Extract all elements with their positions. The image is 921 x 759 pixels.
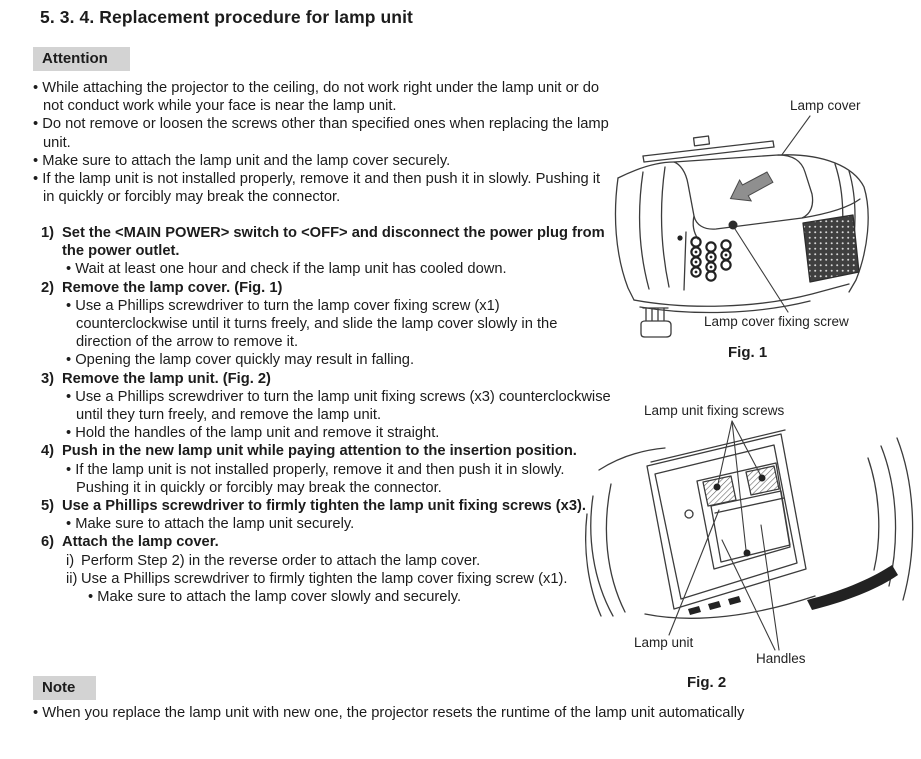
step-bullet: • Wait at least one hour and check if the lamp unit has cooled down. — [66, 260, 612, 278]
step-title: Use a Phillips screwdriver to firmly tighten the lamp unit fixing screws (x3). — [62, 498, 586, 515]
substep-number: ii) — [66, 570, 78, 587]
fig2-lamp-unit-illustration — [585, 418, 921, 658]
step-bullet: • Opening the lamp cover quickly may result in falling. — [66, 351, 612, 369]
substep-ii — [66, 570, 612, 588]
note-bullet-list — [33, 704, 915, 722]
lamp-unit-fixing-screws-label: Lamp unit fixing screws — [644, 403, 785, 418]
step-number: 1) — [41, 225, 55, 241]
substep-number: i) — [66, 552, 75, 569]
note-label: Note — [33, 676, 96, 700]
step-bullet: • Use a Phillips screwdriver to turn the lamp unit fixing screws (x3) counterclockwise until they turn freely, and remove the lamp unit. — [66, 388, 612, 424]
step-number: 5) — [41, 498, 55, 515]
step-title: Push in the new lamp unit while paying attention to the insertion position. — [62, 443, 577, 460]
handles-label: Handles — [756, 651, 806, 666]
substep-i — [66, 552, 612, 570]
step-bullet: • Hold the handles of the lamp unit and remove it straight. — [66, 424, 612, 442]
attention-bullet: • Make sure to attach the lamp unit and the lamp cover securely. — [33, 152, 610, 170]
note-bullet: • When you replace the lamp unit with new one, the projector resets the runtime of the lamp unit automatically — [33, 704, 915, 722]
figure-2 — [585, 398, 921, 700]
step-bullet: • If the lamp unit is not installed properly, remove it and then push it in slowly. Pushing it in quickly or forcibly may break the connector. — [66, 461, 612, 497]
attention-label: Attention — [33, 47, 130, 71]
step-6 — [41, 533, 612, 606]
step-1 — [41, 224, 612, 279]
attention-bullet: • While attaching the projector to the ceiling, do not work right under the lamp unit or do not conduct work while your face is near the lamp unit. — [33, 79, 610, 115]
step-title: Remove the lamp unit. (Fig. 2) — [62, 370, 271, 387]
step-number: 2) — [41, 279, 55, 296]
substep-bullet: • Make sure to attach the lamp cover slowly and securely. — [88, 588, 612, 606]
lamp-unit-label: Lamp unit — [634, 635, 694, 650]
procedure-steps — [41, 224, 612, 606]
step-5 — [41, 497, 612, 533]
lamp-cover-label: Lamp cover — [790, 98, 861, 113]
rear-rubber-strip — [807, 565, 898, 610]
attention-bullet: • Do not remove or loosen the screws other than specified ones when replacing the lamp unit. — [33, 115, 610, 151]
step-3 — [41, 370, 612, 443]
substep-text: Perform Step 2) in the reverse order to attach the lamp cover. — [81, 552, 481, 569]
step-title: Set the <MAIN POWER> switch to <OFF> and disconnect the power plug from the power outlet. — [62, 225, 605, 260]
step-bullet: • Use a Phillips screwdriver to turn the lamp cover fixing screw (x1) counterclockwise until it turns freely, and slide the lamp cover slowly in the direction of the arrow to remove it. — [66, 297, 612, 352]
attention-bullet: • If the lamp unit is not installed properly, remove it and then push it in slowly. Pushing it in quickly or forcibly may break the connector. — [33, 170, 610, 206]
fig2-caption: Fig. 2 — [687, 674, 727, 691]
fig1-caption: Fig. 1 — [728, 344, 768, 361]
step-number: 3) — [41, 370, 55, 387]
substep-text: Use a Phillips screwdriver to firmly tighten the lamp cover fixing screw (x1). — [81, 570, 568, 587]
exhaust-vent — [803, 215, 859, 282]
page-title: 5. 3. 4. Replacement procedure for lamp unit — [40, 7, 413, 27]
step-number: 4) — [41, 443, 55, 460]
step-number: 6) — [41, 534, 55, 551]
attention-bullet-list — [33, 79, 610, 206]
lamp-cover-fixing-screw-dot — [729, 221, 738, 230]
step-title: Attach the lamp cover. — [62, 534, 219, 551]
step-2 — [41, 279, 612, 370]
lamp-cover-fixing-screw-label: Lamp cover fixing screw — [704, 314, 849, 329]
control-button-panel — [691, 237, 730, 280]
fixing-screw-leader-line — [735, 229, 788, 312]
step-bullet: • Make sure to attach the lamp unit securely. — [66, 515, 612, 533]
step-4 — [41, 442, 612, 497]
figure-1 — [598, 92, 921, 392]
step-title: Remove the lamp cover. (Fig. 1) — [62, 279, 283, 296]
